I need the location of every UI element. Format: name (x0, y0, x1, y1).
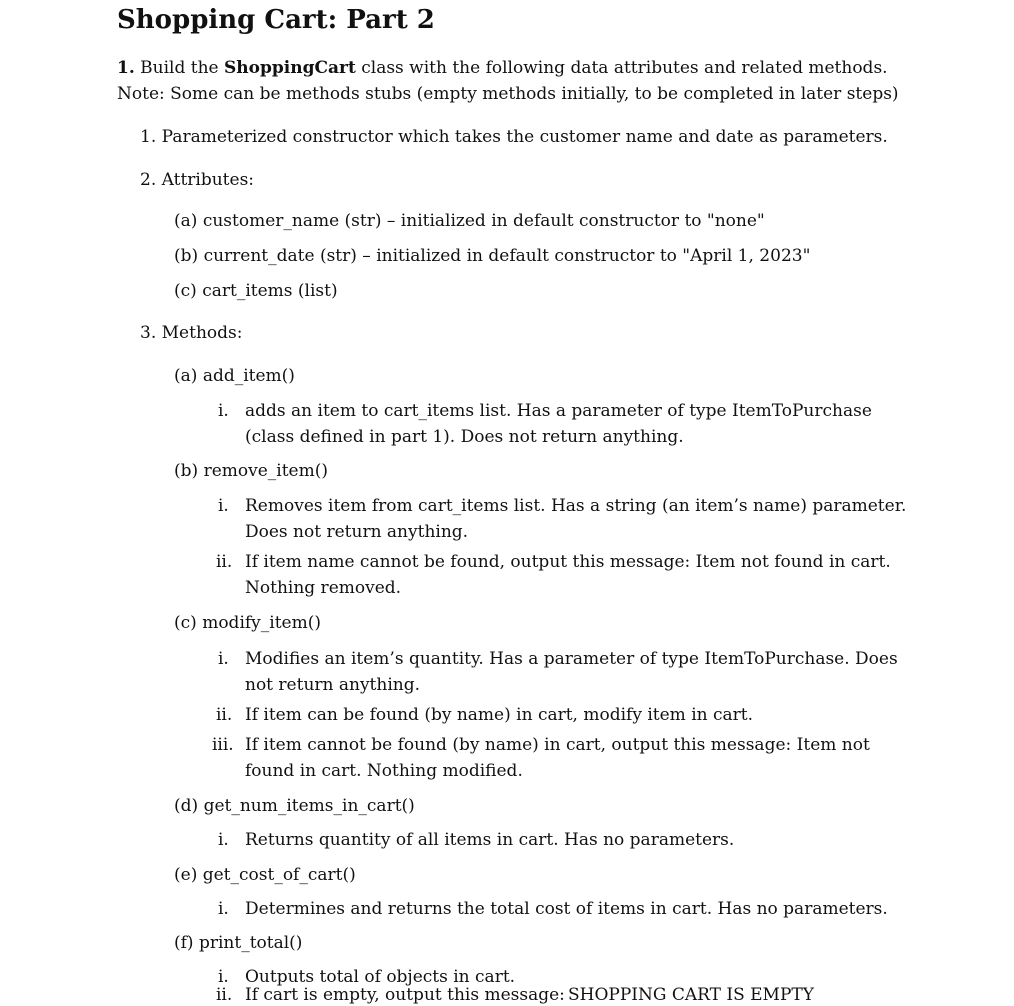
list-marker: (f) (174, 933, 194, 953)
list-item-methods (140, 322, 242, 344)
intro-line-1 (117, 57, 888, 79)
list-item-text: customer_name (str) – initialized in default constructor to "none" (202, 211, 765, 231)
method-description-continued: Nothing removed. (245, 578, 402, 598)
list-item-text: Attributes: (161, 170, 255, 190)
attribute-item-cart-items (174, 280, 338, 302)
method-modify-item (174, 612, 321, 634)
roman-marker: i. (218, 899, 229, 919)
roman-marker: ii. (216, 705, 233, 725)
roman-marker: i. (218, 496, 229, 516)
attribute-item-customer-name (174, 210, 765, 232)
list-marker: (a) (174, 366, 198, 386)
intro-text-before: Build the (140, 58, 219, 78)
roman-marker: iii. (212, 735, 234, 755)
roman-marker: i. (218, 967, 229, 987)
method-description: If item can be found (by name) in cart, modify item in cart. (245, 705, 753, 725)
method-description: If item name cannot be found, output this message: Item not found in cart. (245, 552, 891, 572)
method-description-partial: If cart is empty, output this message: (245, 985, 565, 1005)
list-item-text: current_date (str) – initialized in default constructor to "April 1, 2023" (203, 246, 811, 266)
roman-marker: i. (218, 830, 229, 850)
method-get-cost-of-cart (174, 864, 356, 886)
method-name: modify_item() (202, 613, 321, 633)
method-name: get_cost_of_cart() (202, 865, 356, 885)
roman-marker: i. (218, 649, 229, 669)
method-print-total (174, 932, 302, 954)
method-description: adds an item to cart_items list. Has a parameter of type ItemToPurchase (245, 401, 872, 421)
list-marker: (e) (174, 865, 198, 885)
list-item-attributes (140, 169, 254, 191)
method-description-partial-caps: SHOPPING CART IS EMPTY (568, 985, 814, 1005)
intro-class-name: ShoppingCart (224, 58, 356, 78)
method-name: remove_item() (203, 461, 328, 481)
intro-text-after: class with the following data attributes and related methods. (361, 58, 888, 78)
list-item-text: Parameterized constructor which takes the customer name and date as parameters. (161, 127, 888, 147)
method-description-continued: not return anything. (245, 675, 421, 695)
cutoff-line (0, 985, 1014, 1005)
list-item-text: Methods: (161, 323, 243, 343)
list-item-text: cart_items (list) (202, 281, 338, 301)
method-name: add_item() (202, 366, 295, 386)
list-marker: (a) (174, 211, 198, 231)
roman-marker: ii. (216, 985, 233, 1005)
attribute-item-current-date (174, 245, 810, 267)
list-marker: 3. (140, 323, 157, 343)
intro-note: Note: Some can be methods stubs (empty methods initially, to be completed in later steps) (117, 84, 899, 104)
list-marker: (c) (174, 613, 197, 633)
method-description: If item cannot be found (by name) in cart, output this message: Item not (245, 735, 870, 755)
list-marker: (b) (174, 461, 199, 481)
roman-marker: i. (218, 401, 229, 421)
intro-number: 1. (117, 58, 135, 78)
list-marker: (c) (174, 281, 197, 301)
method-description-continued: (class defined in part 1). Does not return anything. (245, 427, 684, 447)
list-marker: 1. (140, 127, 157, 147)
method-remove-item (174, 460, 328, 482)
page-title: Shopping Cart: Part 2 (117, 5, 435, 35)
roman-marker: ii. (216, 552, 233, 572)
list-marker: (b) (174, 246, 199, 266)
method-description: Modifies an item’s quantity. Has a parameter of type ItemToPurchase. Does (245, 649, 898, 669)
method-description: Determines and returns the total cost of items in cart. Has no parameters. (245, 899, 888, 919)
method-description: Returns quantity of all items in cart. Has no parameters. (245, 830, 735, 850)
method-name: print_total() (198, 933, 303, 953)
method-name: get_num_items_in_cart() (203, 796, 415, 816)
method-description: Outputs total of objects in cart. (245, 967, 516, 987)
list-marker: (d) (174, 796, 199, 816)
list-marker: 2. (140, 170, 157, 190)
method-get-num-items-in-cart (174, 795, 415, 817)
method-add-item (174, 365, 295, 387)
method-description-continued: Does not return anything. (245, 522, 469, 542)
list-item-constructor (140, 126, 888, 148)
method-description-continued: found in cart. Nothing modified. (245, 761, 523, 781)
method-description: Removes item from cart_items list. Has a string (an item’s name) parameter. (245, 496, 907, 516)
